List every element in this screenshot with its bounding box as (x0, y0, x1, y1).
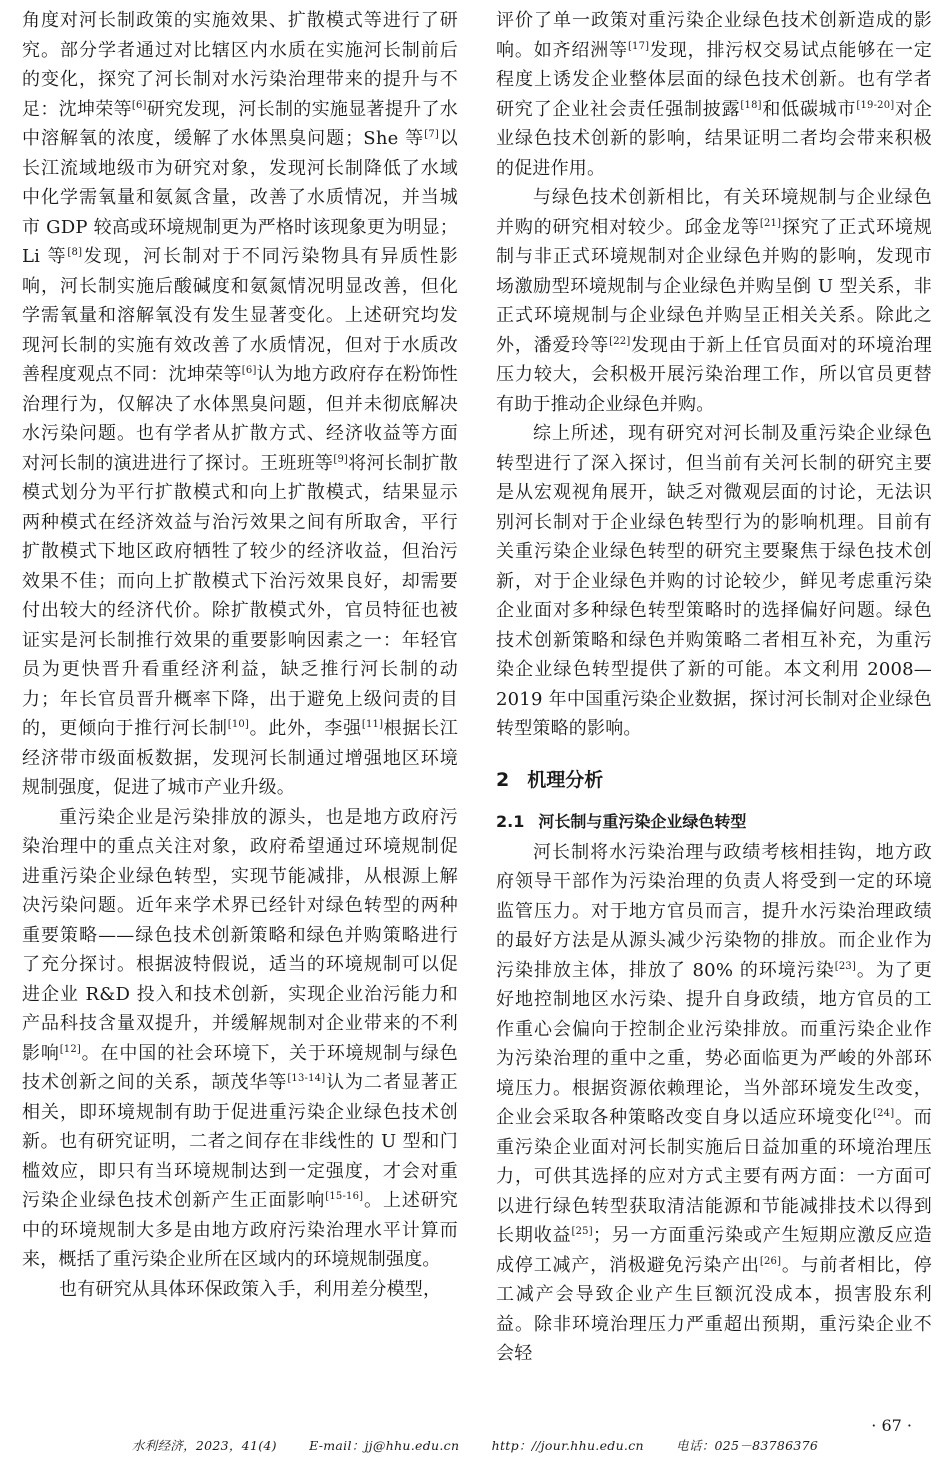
page-number: · 67 · (871, 1416, 912, 1435)
citation: [8] (67, 247, 83, 258)
citation: [22] (609, 335, 631, 347)
citation: [23] (834, 960, 857, 972)
citation: [6] (131, 99, 147, 111)
paragraph: 与绿色技术创新相比，有关环境规制与企业绿色并购的研究相对较少。邱金龙等[21]探究了正式环境规制与非正式环境规制对企业绿色并购的影响，发现市场激励型环境规制与企业绿色并购呈倒 U 型关系，非正式环境规制与企业绿色并购呈正相关关系。除此之外，潘爱玲等[22]发现由于新上任官员面对的环境治理压力较大，会积极开展污染治理工作，所以官员更替有助于推动企业绿色并购。 (496, 187, 932, 415)
citation: [25] (571, 1226, 593, 1237)
paragraph: 也有研究从具体环保政策入手，利用差分模型， (59, 1278, 442, 1300)
paragraph: 河长制将水污染治理与政绩考核相挂钩，地方政府领导干部作为污染治理的负责人将受到一定的环境监管压力。对于地方官员而言，提升水污染治理政绩的最好方法是从源头减少污染物的排放。而企业作为污染排放主体，排放了 80% 的环境污染[23]。为了更好地控制地区水污染、提升自身政绩，地方官员的工作重心会偏向于控制企业污染排放。而重污染企业作为污染治理的重中之重，势必面临更为严峻的外部环境压力。根据资源依赖理论，当外部环境发生改变，企业会采取各种策略改变自身以适应环境变化[24]。而重污染企业面对河长制实施后日益加重的环境治理压力，可供其选择的应对方式主要有两方面：一方面可以进行绿色转型获取清洁能源和节能减排技术以得到长期收益[25]；另一方面重污染或产生短期应激反应造成停工减产，消极避免污染产出[26]。与前者相比，停工减产会导致企业产生巨额沉没成本，损害股东利益。除非环境治理压力严重超出预期，重污染企业不会轻 (496, 841, 932, 1364)
page-footer (0, 1436, 950, 1454)
paragraph: 综上所述，现有研究对河长制及重污染企业绿色转型进行了深入探讨，但当前有关河长制的研究主要是从宏观视角展开，缺乏对微观层面的讨论，无法识别河长制对于企业绿色转型行为的影响机理。目前有关重污染企业绿色转型的研究主要聚焦于绿色技术创新，对于企业绿色并购的讨论较少，鲜见考虑重污染企业面对多种绿色转型策略时的选择偏好问题。绿色技术创新策略和绿色并购策略二者相互补充，为重污染企业绿色转型提供了新的可能。本文利用 2008—2019 年中国重污染企业数据，探讨河长制对企业绿色转型策略的影响。 (496, 423, 932, 739)
paragraph: 重污染企业是污染排放的源头，也是地方政府污染治理中的重点关注对象，政府希望通过环境规制促进重污染企业绿色转型，实现节能减排，从根源上解决污染问题。近年来学术界已经针对绿色转型的两种重要策略——绿色技术创新策略和绿色并购策略进行了充分探讨。根据波特假说，适当的环境规制可以促进企业 R&D 投入和技术创新，实现企业治污能力和产品科技含量双提升，并缓解规制对企业带来的不利影响[12]。在中国的社会环境下，关于环境规制与绿色技术创新之间的关系，颉茂华等[13-14]认为二者显著正相关，即环境规制有助于促进重污染企业绿色技术创新。也有研究证明，二者之间存在非线性的 U 型和门槛效应，即只有当环境规制达到一定强度，才会对重污染企业绿色技术创新产生正面影响[15-16]。上述研究中的环境规制大多是由地方政府污染治理水平计算而来，概括了重污染企业所在区域内的环境规制强度。 (22, 806, 459, 1270)
citation: [21] (759, 217, 782, 229)
citation: [24] (872, 1108, 895, 1119)
footer-journal: 水利经济，2023，41(4) (131, 1438, 277, 1453)
citation: [6] (241, 365, 257, 376)
citation: [17] (627, 40, 650, 52)
footer-url: http：//jour.hhu.edu.cn (491, 1438, 644, 1453)
citation: [12] (59, 1043, 82, 1055)
paragraph: 角度对河长制政策的实施效果、扩散模式等进行了研究。部分学者通过对比辖区内水质在实施河长制前后的变化，探究了河长制对水污染治理带来的提升与不足：沈坤荣等[6]研究发现，河长制的实施显著提升了水中溶解氧的浓度，缓解了水体黑臭问题；She 等[7]以长江流域地级市为研究对象，发现河长制降低了水域中化学需氧量和氨氮含量，改善了水质情况，并当城市 GDP 较高或环境规制更为严格时该现象更为明显；Li 等[8]发现，河长制对于不同污染物具有异质性影响，河长制实施后酸碱度和氨氮情况明显改善，但化学需氧量和溶解氧没有发生显著变化。上述研究均发现河长制的实施有效改善了水质情况，但对于水质改善程度观点不同：沈坤荣等[6]认为地方政府存在粉饰性治理行为，仅解决了水体黑臭问题，但并未彻底解决水污染问题。也有学者从扩散方式、经济收益等方面对河长制的演进进行了探讨。王班班等[9]将河长制扩散模式划分为平行扩散模式和向上扩散模式，结果显示两种模式在经济效益与治污效果之间有所取舍，平行扩散模式下地区政府牺牲了较少的经济收益，但治污效果不佳；而向上扩散模式下治污效果良好，却需要付出较大的经济代价。除扩散模式外，官员特征也被证实是河长制推行效果的重要影响因素之一：年轻官员为更快晋升看重经济利益，缺乏推行河长制的动力；年长官员晋升概率下降，出于避免上级问责的目的，更倾向于推行河长制[10]。此外，李强[11]根据长江经济带市级面板数据，发现河长制通过增强地区环境规制强度，促进了城市产业升级。 (22, 10, 459, 798)
left-column (22, 6, 458, 1304)
subsection-heading: 2.1 河长制与重污染企业绿色转型 (496, 811, 747, 831)
citation: [7] (424, 129, 439, 140)
citation: [15-16] (325, 1191, 364, 1202)
paragraph: 评价了单一政策对重污染企业绿色技术创新造成的影响。如齐绍洲等[17]发现，排污权交易试点能够在一定程度上诱发企业整体层面的绿色技术创新。也有学者研究了企业社会责任强制披露[18]和低碳城市[19-20]对企业绿色技术创新的影响，结果证明二者均会带来积极的促进作用。 (496, 10, 933, 179)
citation: [11] (361, 719, 384, 730)
footer-phone: 电话：025－83786376 (676, 1438, 819, 1453)
citation: [18] (740, 99, 762, 111)
footer-email: E-mail：jj@hhu.edu.cn (309, 1438, 460, 1453)
citation: [9] (333, 453, 349, 465)
citation: [26] (759, 1255, 782, 1267)
section-heading: 2 机理分析 (496, 768, 604, 791)
citation: [19-20] (856, 99, 895, 111)
citation: [13-14] (287, 1073, 326, 1084)
citation: [10] (227, 719, 250, 730)
right-column (496, 6, 932, 1369)
